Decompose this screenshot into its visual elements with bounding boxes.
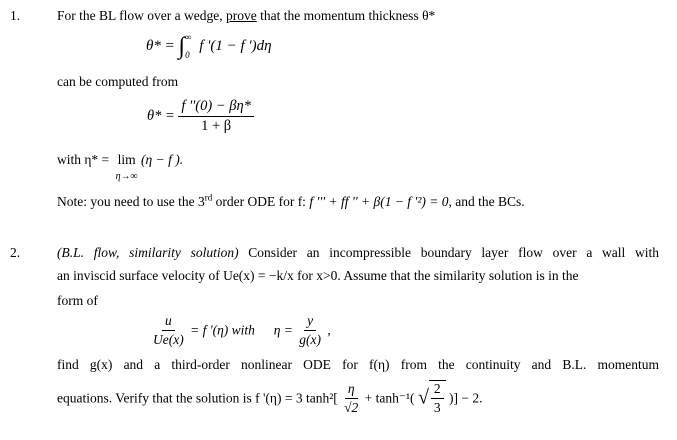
limit-expression: (η − f ). bbox=[141, 152, 184, 167]
problem-1-note bbox=[57, 194, 525, 210]
equation-momentum-thickness-formula bbox=[147, 98, 254, 134]
problem-1-intro-b: that the momentum thickness θ* bbox=[256, 8, 436, 23]
problem-2-line-1 bbox=[57, 245, 659, 261]
eta-star-definition bbox=[57, 152, 183, 182]
problem-2-line-1-rest: Consider an incompressible boundary layer flow over a wall with bbox=[238, 245, 660, 260]
line5-text-b: + tanh⁻¹( bbox=[364, 390, 415, 406]
note-text-b: order ODE for f: bbox=[212, 194, 306, 209]
eqB-denominator: g(x) bbox=[299, 331, 321, 347]
eqA-numerator: u bbox=[162, 313, 175, 331]
eq1-lhs: θ* = bbox=[146, 37, 175, 54]
note-superscript: rd bbox=[204, 192, 213, 203]
with-eta-star-label: with η* = bbox=[57, 152, 110, 167]
eq2-lhs: θ* = bbox=[147, 107, 175, 124]
problem-1-number: 1. bbox=[10, 8, 21, 23]
eq2-fraction bbox=[178, 98, 253, 134]
integral-sign: ∫ bbox=[178, 33, 186, 60]
note-text-c: , and the BCs. bbox=[448, 194, 525, 209]
line5-fraction bbox=[341, 381, 361, 415]
note-ode: f ''' + ff '' + β(1 − f '²) = 0 bbox=[309, 194, 449, 209]
line5-text-a: equations. Verify that the solution is f '(η) = 3 tanh²[ bbox=[57, 390, 338, 406]
problem-1-intro-a: For the BL flow over a wedge, bbox=[57, 8, 226, 23]
line5-fraction-denominator: √2 bbox=[344, 399, 359, 415]
can-be-computed-text: can be computed from bbox=[57, 74, 179, 89]
problem-1-intro-prove: prove bbox=[225, 8, 257, 23]
problem-2-line-5 bbox=[57, 380, 483, 415]
line5-fraction-numerator: η bbox=[345, 381, 358, 399]
eqA-denominator: Ue(x) bbox=[153, 331, 184, 347]
note-text-a: Note: you need to use the 3 bbox=[57, 194, 205, 209]
sqrt-radical-icon: √ bbox=[417, 386, 429, 409]
limit-subscript: η→∞ bbox=[115, 170, 138, 182]
equation-momentum-thickness-integral bbox=[146, 32, 272, 61]
eq1-upper-limit: ∞ bbox=[185, 32, 192, 42]
eqB-numerator: y bbox=[304, 313, 316, 331]
problem-2-number: 2. bbox=[10, 245, 21, 260]
sqrt-radicand bbox=[429, 380, 446, 415]
equation-similarity-form: $\frac{u}{Ue(x)}$ = f '(η) with η = $\frac{y}{g(x)}$ , bbox=[150, 313, 331, 347]
problem-2-line-3: form of bbox=[57, 293, 98, 308]
line5-sqrt-fraction bbox=[431, 381, 444, 415]
line5-sqrt-numerator: 2 bbox=[431, 381, 444, 399]
eq2-numerator: f ''(0) − βη* bbox=[178, 98, 253, 117]
line5-sqrt-denominator: 3 bbox=[433, 399, 441, 415]
limit-operator: lim bbox=[117, 152, 136, 167]
problem-2-topic: (B.L. flow, similarity solution) bbox=[57, 245, 239, 260]
problem-2-line-2: an inviscid surface velocity of Ue(x) = −k/x for x>0. Assume that the similarity solution is in the bbox=[57, 268, 579, 283]
eq1-integrand: f '(1 − f ')dη bbox=[199, 37, 272, 54]
line5-text-c: )] − 2. bbox=[449, 390, 483, 406]
eq1-lower-limit: 0 bbox=[185, 50, 190, 61]
problem-1-intro bbox=[57, 8, 435, 24]
eqA-rhs: = f '(η) with bbox=[190, 322, 255, 338]
eqB-fraction bbox=[296, 313, 324, 347]
eqB-lhs: η = bbox=[273, 322, 293, 338]
eqA-fraction bbox=[150, 313, 187, 347]
problem-2-line-4: find g(x) and a third-order nonlinear ODE for f(η) from the continuity and B.L. momentum bbox=[57, 357, 659, 372]
eq2-denominator: 1 + β bbox=[201, 117, 232, 134]
